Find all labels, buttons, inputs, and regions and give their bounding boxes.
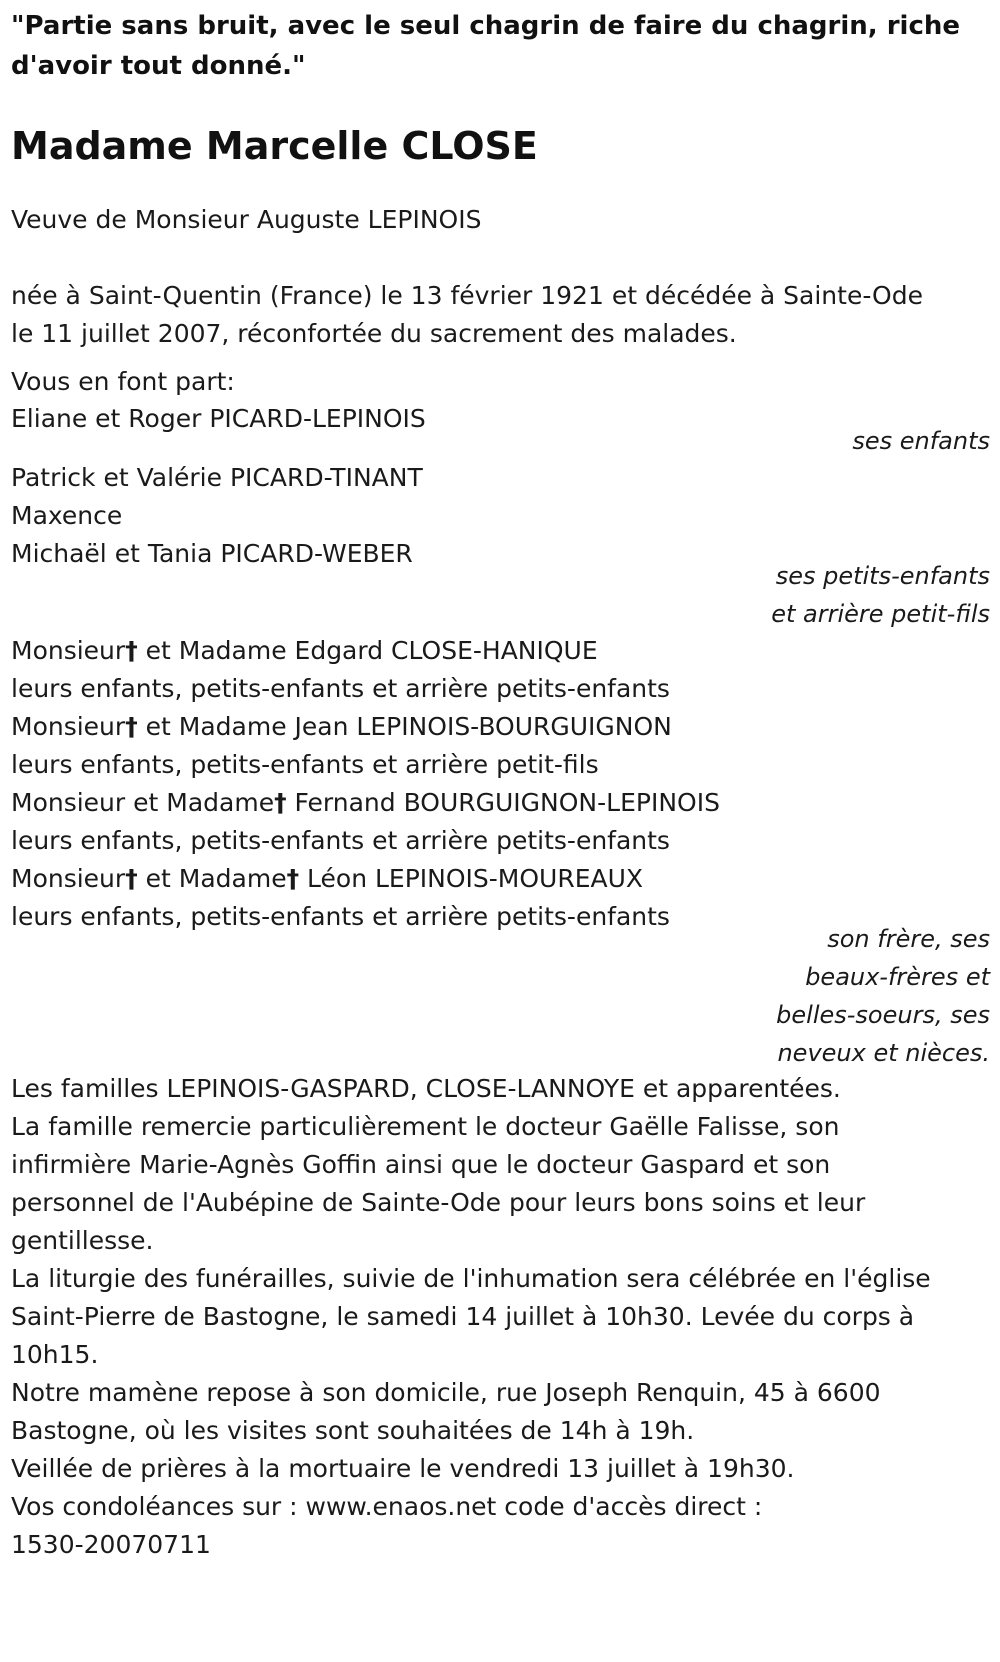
epitaph-line: "Partie sans bruit, avec le seul chagrin de faire du chagrin, riche: [11, 11, 960, 41]
body-text-line: Saint-Pierre de Bastogne, le samedi 14 juillet à 10h30. Levée du corps à: [11, 1302, 915, 1331]
body-text-line: Veillée de prières à la mortuaire le vendredi 13 juillet à 19h30.: [11, 1454, 795, 1483]
family-member-text: Fernand BOURGUIGNON-LEPINOIS: [286, 788, 720, 817]
relationship-label: neveux et nièces.: [777, 1039, 990, 1067]
body-text-line: La liturgie des funérailles, suivie de l'inhumation sera célébrée en l'église: [11, 1264, 931, 1293]
family-member-text: Léon LEPINOIS-MOUREAUX: [299, 864, 644, 893]
cross-icon: †: [125, 712, 138, 741]
family-member-line: leurs enfants, petits-enfants et arrière petits-enfants: [11, 902, 670, 931]
body-text-line: Bastogne, où les visites sont souhaitées de 14h à 19h.: [11, 1416, 695, 1445]
relationship-label: ses petits-enfants: [775, 562, 990, 590]
family-member-line: [11, 631, 598, 671]
body-text-line: infirmière Marie-Agnès Goffin ainsi que le docteur Gaspard et son: [11, 1150, 831, 1179]
birth-death-line: le 11 juillet 2007, réconfortée du sacrement des malades.: [11, 319, 737, 348]
relationship-label: belles-soeurs, ses: [776, 1001, 990, 1029]
family-member-line: [11, 707, 672, 747]
birth-death-line: née à Saint-Quentin (France) le 13 février 1921 et décédée à Sainte-Ode: [11, 281, 923, 310]
body-text-line: personnel de l'Aubépine de Sainte-Ode pour leurs bons soins et leur: [11, 1188, 866, 1217]
family-member-text: Monsieur et Madame: [11, 788, 275, 817]
body-text-line: Notre mamène repose à son domicile, rue Joseph Renquin, 45 à 6600: [11, 1378, 881, 1407]
cross-icon: †: [286, 864, 300, 893]
family-member-text: Monsieur: [11, 712, 126, 741]
relationship-label: son frère, ses: [827, 925, 990, 953]
epitaph-quote: [11, 6, 971, 86]
cross-icon: †: [125, 864, 138, 893]
family-member-text: et Madame Jean LEPINOIS-BOURGUIGNON: [137, 712, 672, 741]
family-member-text: Monsieur: [11, 636, 126, 665]
family-member-line: Michaël et Tania PICARD-WEBER: [11, 539, 413, 568]
body-text-line: Vos condoléances sur : www.enaos.net code d'accès direct :: [11, 1492, 763, 1521]
family-member-line: [11, 859, 643, 899]
body-text-line: La famille remercie particulièrement le docteur Gaëlle Falisse, son: [11, 1112, 840, 1141]
cross-icon: †: [274, 788, 287, 817]
body-text-line: Les familles LEPINOIS-GASPARD, CLOSE-LANNOYE et apparentées.: [11, 1074, 841, 1103]
relationship-label: ses enfants: [852, 427, 990, 455]
family-member-line: Eliane et Roger PICARD-LEPINOIS: [11, 404, 426, 433]
family-member-line: leurs enfants, petits-enfants et arrière petits-enfants: [11, 674, 670, 703]
family-member-line: leurs enfants, petits-enfants et arrière petits-enfants: [11, 826, 670, 855]
deceased-name-title: Madame Marcelle CLOSE: [11, 124, 538, 168]
family-member-text: et Madame Edgard CLOSE-HANIQUE: [137, 636, 598, 665]
body-text-line: gentillesse.: [11, 1226, 154, 1255]
family-member-line: leurs enfants, petits-enfants et arrière petit-fils: [11, 750, 599, 779]
relationship-label: et arrière petit-fils: [771, 600, 990, 628]
family-member-text: et Madame: [137, 864, 287, 893]
family-member-text: Monsieur: [11, 864, 126, 893]
family-member-line: Patrick et Valérie PICARD-TINANT: [11, 463, 423, 492]
epitaph-line: d'avoir tout donné.": [11, 51, 306, 81]
relationship-label: beaux-frères et: [805, 963, 990, 991]
family-member-line: [11, 783, 720, 823]
cross-icon: †: [125, 636, 138, 665]
access-code-line: 1530-20070711: [11, 1530, 211, 1559]
body-text-line: 10h15.: [11, 1340, 99, 1369]
family-member-line: Maxence: [11, 501, 123, 530]
widow-of-line: Veuve de Monsieur Auguste LEPINOIS: [11, 205, 482, 234]
announce-heading: Vous en font part:: [11, 367, 235, 396]
